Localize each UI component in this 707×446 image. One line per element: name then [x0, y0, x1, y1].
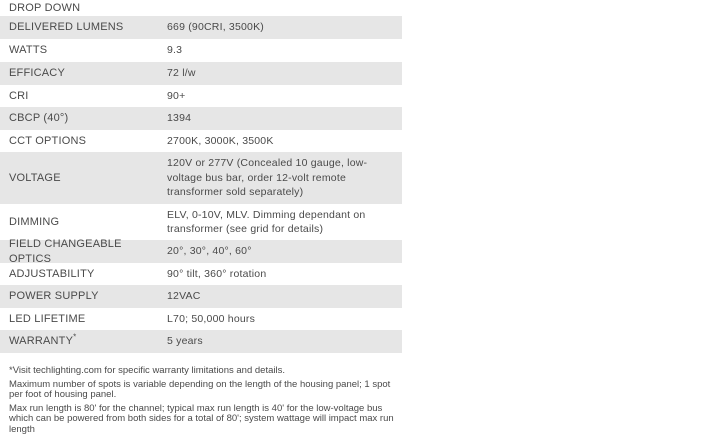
table-header-row — [0, 0, 402, 16]
table-row — [0, 204, 402, 240]
table-row — [0, 330, 402, 353]
row-label: CCT OPTIONS — [9, 134, 87, 147]
row-value: 1394 — [167, 112, 192, 125]
footnote: Maximum number of spots is variable depending on the length of the housing panel; 1 spot per foot of housing panel. — [9, 378, 391, 400]
table-row — [0, 308, 402, 330]
row-label: DIMMING — [9, 215, 60, 228]
table-row — [0, 16, 402, 39]
table-row — [0, 130, 402, 152]
row-label: CRI — [9, 89, 29, 102]
row-value: 120V or 277V (Concealed 10 gauge, low-voltage bus bar, order 12-volt remote transformer sold separately) — [167, 157, 368, 199]
footnote-marker: * — [73, 332, 77, 342]
row-label: CBCP (40°) — [9, 112, 69, 125]
row-value: 20°, 30°, 40°, 60° — [167, 245, 252, 258]
spec-table — [0, 0, 402, 353]
row-value: L70; 50,000 hours — [167, 312, 256, 325]
row-label: EFFICACY — [9, 67, 65, 80]
row-value: 5 years — [167, 335, 203, 348]
row-label: FIELD CHANGEABLE OPTICS — [9, 238, 122, 265]
warranty-label-text: WARRANTY — [9, 335, 74, 348]
row-label: ADJUSTABILITY — [9, 267, 95, 280]
row-label: DELIVERED LUMENS — [9, 21, 124, 34]
row-label: LED LIFETIME — [9, 312, 86, 325]
row-value: 90+ — [167, 89, 186, 102]
row-label: VOLTAGE — [9, 171, 61, 184]
header-label: DROP DOWN — [9, 1, 81, 14]
table-row — [0, 85, 402, 107]
footnote: Max run length is 80' for the channel; typical max run length is 40' for the low-voltage bus which can be powered from both sides for a total of 80'; system wattage will impact max run length — [9, 402, 394, 435]
row-label — [0, 334, 167, 349]
row-label: POWER SUPPLY — [9, 290, 99, 303]
row-value: 9.3 — [167, 44, 183, 57]
row-value: 72 l/w — [167, 67, 196, 80]
table-row — [0, 62, 402, 85]
row-value: 669 (90CRI, 3500K) — [167, 21, 264, 34]
footnotes — [9, 366, 404, 438]
table-row — [0, 39, 402, 62]
footnote: *Visit techlighting.com for specific warranty limitations and details. — [9, 365, 285, 376]
row-value: 12VAC — [167, 290, 201, 303]
table-row — [0, 285, 402, 308]
table-row — [0, 107, 402, 130]
row-value: ELV, 0-10V, MLV. Dimming dependant on transformer (see grid for details) — [167, 208, 366, 235]
row-label: WATTS — [9, 44, 48, 57]
table-row — [0, 240, 402, 263]
table-row — [0, 263, 402, 285]
row-value: 2700K, 3000K, 3500K — [167, 134, 274, 147]
row-value: 90° tilt, 360° rotation — [167, 267, 267, 280]
table-row — [0, 152, 402, 204]
